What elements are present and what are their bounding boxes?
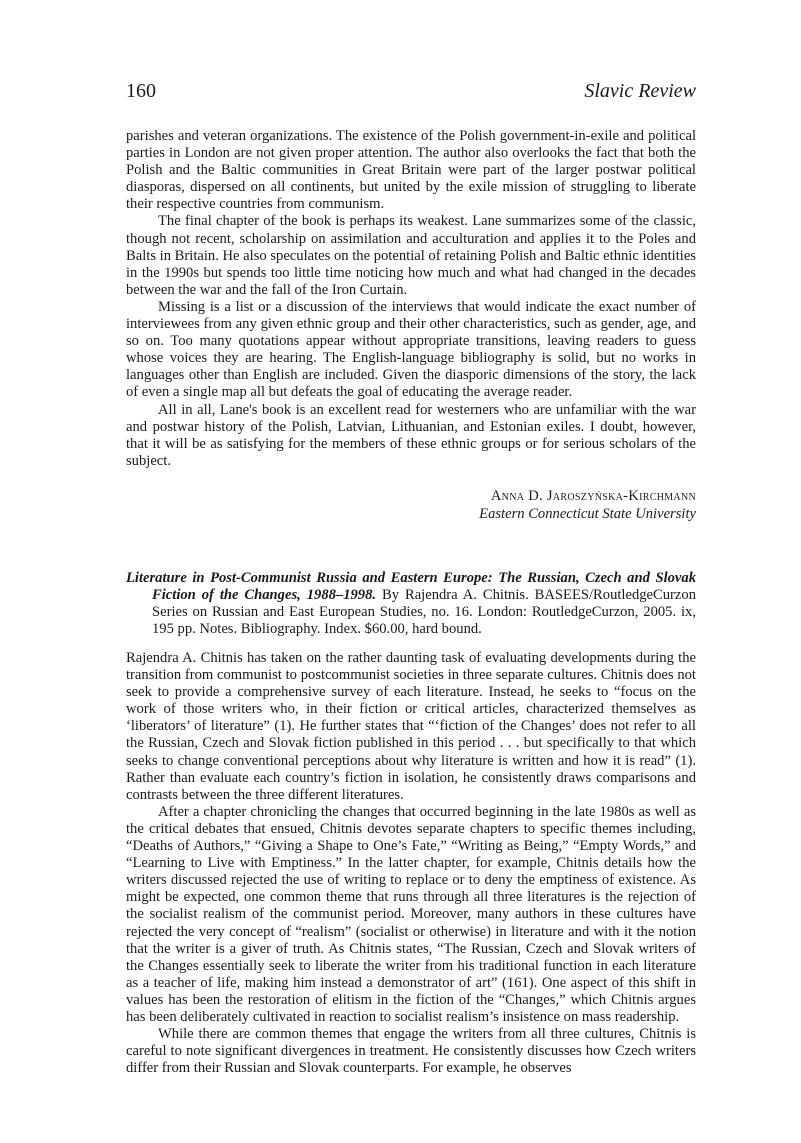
reviewer-affiliation: Eastern Connecticut State University	[479, 506, 696, 522]
paragraph: Rajendra A. Chitnis has taken on the rather daunting task of evaluating developments during the transition from communist to postcommunist societies in three separate cultures. Chitnis does not seek to provide a comprehensive survey of each literature. Instead, he seeks to “focus on the work of those writers who, in their fiction or critical articles, characterized themselves as ‘liberators’ of literature” (1). He further states that “‘fiction of the Changes’ does not refer to all the Russian, Czech and Slovak fiction published in this period . . . but specifically to that which seeks to change conventional perceptions about why literature is written and how it is read” (1). Rather than evaluate each country’s fiction in isolation, he consistently draws comparisons and contrasts between the three different literatures.	[126, 650, 696, 803]
paragraph: All in all, Lane's book is an excellent read for westerners who are unfamiliar with the war and postwar history of the Polish, Latvian, Lithuanian, and Estonian exiles. I doubt, however, that it will be as satisfying for the members of these ethnic groups or for serious scholars of the subject.	[126, 401, 696, 469]
review-continuation	[126, 128, 696, 470]
page-number: 160	[126, 80, 156, 102]
paragraph: The final chapter of the book is perhaps its weakest. Lane summarizes some of the classic, though not recent, scholarship on assimilation and acculturation and applies it to the Poles and Balts in Britain. He also speculates on the potential of retaining Polish and Baltic ethnic identities in the 1990s but spends too little time noticing how much and what had changed in the decades between the war and the fall of the Iron Curtain.	[126, 213, 696, 298]
review-body	[126, 650, 696, 1077]
reviewer-name: Anna D. Jaroszyńska-Kirchmann	[490, 488, 696, 504]
journal-title: Slavic Review	[584, 80, 696, 102]
paragraph: parishes and veteran organizations. The existence of the Polish government-in-exile and political parties in London are not given proper attention. The author also overlooks the fact that both the Polish and the Baltic communities in Great Britain were part of the larger postwar political diasporas, dispersed on all continents, but united by the exile mission of struggling to liberate their respective countries from communism.	[126, 128, 696, 213]
paragraph: After a chapter chronicling the changes that occurred beginning in the late 1980s as well as the critical debates that ensued, Chitnis devotes separate chapters to specific themes including, “Deaths of Authors,” “Giving a Shape to One’s Fate,” “Writing as Being,” “Empty Words,” and “Learning to Live with Emptiness.” In the latter chapter, for example, Chitnis details how the writers discussed rejected the use of writing to replace or to deny the emptiness of existence. As might be expected, one common theme that runs through all three literatures is the rejection of the socialist realism of the communist period. Moreover, many authors in these cultures have rejected the very concept of “realism” (socialist or otherwise) in literature and with it the notion that the writer is a giver of truth. As Chitnis states, “The Russian, Czech and Slovak writers of the Changes essentially seek to liberate the writer from his traditional function in each literature as a teacher of life, making him instead a demonstrator of art” (161). One aspect of this shift in values has been the restoration of elitism in the fiction of the “Changes,” which Chitnis argues has been deliberately cultivated in reaction to socialist realism’s insistence on mass readership.	[126, 803, 696, 1025]
book-title: Literature in Post-Communist Russia and Eastern Europe: The Russian, Czech and Slovak Fiction of the Changes, 1988–1998.	[126, 570, 696, 604]
book-details: By Rajendra A. Chitnis. BASEES/RoutledgeCurzon Series on Russian and East European Studies, no. 16. London: RoutledgeCurzon, 2005. ix, 195 pp. Notes. Bibliography. Index. $60.00, hard bound.	[152, 587, 696, 638]
book-citation	[126, 570, 696, 638]
reviewer-signature	[479, 487, 696, 523]
paragraph: Missing is a list or a discussion of the interviews that would indicate the exact number of interviewees from any given ethnic group and their other characteristics, such as gender, age, and so on. Too many quotations appear without appropriate transitions, leaving readers to guess whose voices they are hearing. The English-language bibliography is solid, but no works in languages other than English are included. Given the diasporic dimensions of the story, the lack of even a single map all but defeats the goal of educating the average reader.	[126, 298, 696, 401]
running-head	[126, 80, 696, 104]
paragraph: While there are common themes that engage the writers from all three cultures, Chitnis is careful to note significant divergences in treatment. He consistently discusses how Czech writers differ from their Russian and Slovak counterparts. For example, he observes	[126, 1026, 696, 1077]
